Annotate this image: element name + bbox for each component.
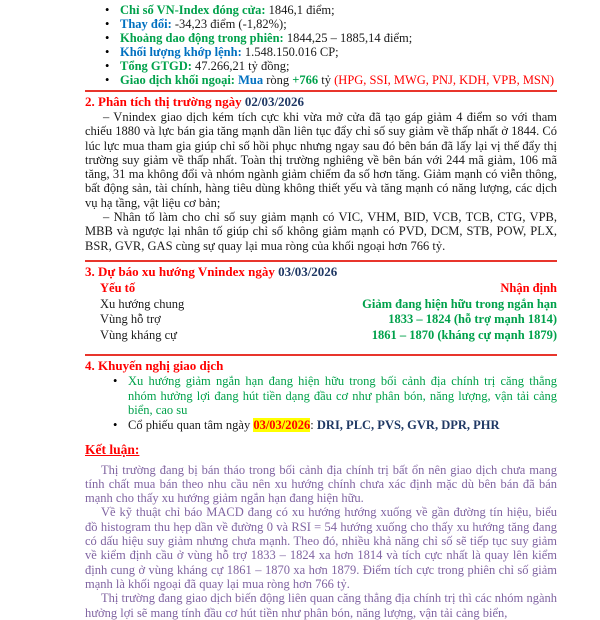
conclusion-paragraph-2: Về kỹ thuật chỉ báo MACD đang có xu hướng hướng xuống về gần đường tín hiệu, biểu đồ histogram thu hẹp dần về đường 0 và RSI = 54 hướng xuống cho thấy xu hướng tăng đang có dấu hiệu suy giảm nhưng chưa mạnh. Theo đó, nhiều khả năng chỉ số sẽ tiếp tục suy giảm về kiểm định cầu ở vùng hỗ trợ 1833 – 1824 xa hơn 1814 và tích cực nhất là quay lên kiểm định cung ở vùng kháng cự 1861 – 1870 xa hơn 1879. Điểm tích cực trong phiên chỉ số giảm mạnh là khối ngoại đã quay lại mua ròng hơn 766 tỷ. — [85, 505, 557, 591]
list-item — [105, 17, 557, 31]
forecast-table — [85, 281, 557, 343]
assessment-cell: Giảm đang hiện hữu trong ngắn hạn — [362, 296, 557, 311]
list-item — [105, 59, 557, 73]
bullet-icon: • — [105, 3, 110, 17]
recommendation-text: Xu hướng giảm ngắn hạn đang hiện hữu trong bối cảnh địa chính trị căng thẳng nhóm hưởng lợi đang hút tiền dạng đầu cơ như phân bón, năng lượng, vận tải cảng biển, cao su — [128, 374, 557, 417]
summary-value: 47.266,21 tỷ đồng; — [195, 59, 290, 73]
column-header-assessment: Nhận định — [500, 280, 557, 295]
summary-value: 1.548.150.016 CP; — [244, 45, 339, 59]
watchlist-tickers: DRI, PLC, PVS, GVR, DPR, PHR — [316, 418, 500, 433]
summary-label: Khoảng dao động trong phiên: — [120, 31, 284, 45]
section3-title: 3. Dự báo xu hướng Vnindex ngày — [85, 263, 275, 279]
conclusion-body — [85, 463, 557, 620]
section2-date: 02/03/2026 — [244, 94, 305, 109]
list-item — [105, 31, 557, 45]
foreign-net-value: +766 — [292, 73, 319, 87]
bullet-icon: • — [105, 45, 110, 59]
section2-title: 2. Phân tích thị trường ngày — [85, 94, 242, 109]
factor-cell: Xu hướng chung — [100, 296, 185, 311]
foreign-action: Mua — [238, 73, 264, 87]
conclusion-paragraph-3: Thị trường đang giao dịch biến động liên quan căng thẳng địa chính trị thì các nhóm ngành hưởng lợi sẽ mang tính đầu cơ hút tiền như phân bón, năng lượng, vận tải cảng biển, — [85, 591, 557, 620]
watchlist-line — [128, 418, 557, 432]
summary-label: Giao dịch khối ngoại: — [120, 73, 235, 87]
summary-value: -34,23 điểm (-1,82%); — [174, 17, 287, 31]
section-divider — [85, 260, 557, 262]
section4-heading — [85, 358, 557, 373]
list-item-foreign-trading — [105, 73, 557, 87]
recommendation-bullet-2 — [113, 418, 557, 432]
list-item — [105, 3, 557, 17]
section2-paragraph-1: – Vnindex giao dịch kém tích cực khi vừa mở cửa đã tạo gáp giảm 4 điểm so với tham chiếu 1880 và lực bán gia tăng mạnh dần liên tục đẩy chỉ số suy giảm về thấp nhất ở 1844. Có lúc lực mua tham gia giúp chỉ số hồi phục nhưng ngay sau đó bên bán đã lấy lại vị thế đẩy thị trường suy giảm về thấp nhất. Toàn thị trường nghiêng về bên bán với 244 mã giảm, 106 mã tăng, 31 ma không đổi và nhóm ngành giảm chiếm đa số hơn tăng. Giảm mạnh có viễn thông, bất động sản, tài chính, hàng tiêu dùng không thiết yếu và tăng mạnh có năng lượng, các dịch vụ hạ tầng, vật liệu cơ bản; — [85, 110, 557, 210]
watchlist-separator: : — [310, 418, 314, 433]
section3-date: 03/03/2026 — [278, 263, 338, 279]
watchlist-prefix: Cổ phiếu quan tâm ngày — [128, 418, 251, 433]
market-summary-list — [85, 3, 557, 87]
column-header-factor: Yếu tố — [100, 280, 136, 295]
list-item — [105, 45, 557, 59]
conclusion-heading: Kết luận: — [85, 441, 140, 457]
bullet-icon: • — [105, 31, 110, 45]
table-row — [85, 297, 557, 313]
summary-label: Chỉ số VN-Index đóng cửa: — [120, 3, 266, 17]
bullet-icon: • — [105, 17, 110, 31]
summary-label: Thay đổi: — [120, 17, 172, 31]
recommendation-bullet-1 — [113, 374, 557, 417]
factor-cell: Vùng hỗ trợ — [100, 312, 161, 327]
section2-paragraph-2: – Nhân tố làm cho chỉ số suy giảm mạnh có VIC, VHM, BID, VCB, TCB, CTG, VPB, MBB và ngược lại nhân tố giúp chỉ số không giảm mạnh có PVD, DCM, STB, POW, PLX, BSR, GVR, GAS cùng sự quay lại mua ròng của khối ngoại hơn 766 tỷ. — [85, 210, 557, 253]
summary-label: Khối lượng khớp lệnh: — [120, 45, 242, 59]
assessment-cell: 1833 – 1824 (hỗ trợ mạnh 1814) — [388, 312, 557, 327]
foreign-tickers: (HPG, SSI, MWG, PNJ, KDH, VPB, MSN) — [334, 73, 555, 87]
section2-heading — [85, 94, 557, 109]
bullet-icon: • — [105, 73, 110, 87]
bullet-icon: • — [113, 374, 118, 389]
foreign-unit: tỷ — [321, 73, 331, 87]
bullet-icon: • — [113, 418, 118, 433]
forecast-table-header — [85, 281, 557, 297]
conclusion-paragraph-1: Thị trường đang bị bán tháo trong bối cảnh địa chính trị bất ổn nên giao dịch chưa mang tính chất mua bán theo nhu cầu nên xu hướng chính chưa xác định mặc dù bên bán đã bán mạnh cho thấy xu hướng giảm ngắn hạn đang hiện hữu. — [85, 462, 557, 506]
section3-heading — [85, 264, 557, 279]
bullet-icon: • — [105, 59, 110, 73]
summary-value: 1844,25 – 1885,14 điểm; — [286, 31, 413, 45]
section-divider — [85, 354, 557, 356]
section-divider — [85, 90, 557, 92]
summary-label: Tổng GTGD: — [120, 59, 192, 73]
summary-value: 1846,1 điểm; — [268, 3, 335, 17]
foreign-net-word: ròng — [266, 73, 290, 87]
assessment-cell: 1861 – 1870 (kháng cự mạnh 1879) — [371, 327, 557, 342]
section4-title: 4. Khuyến nghị giao dịch — [85, 358, 224, 374]
table-row — [85, 312, 557, 328]
watchlist-date-highlighted: 03/03/2026 — [253, 418, 311, 433]
table-row — [85, 328, 557, 344]
factor-cell: Vùng kháng cự — [100, 327, 177, 342]
